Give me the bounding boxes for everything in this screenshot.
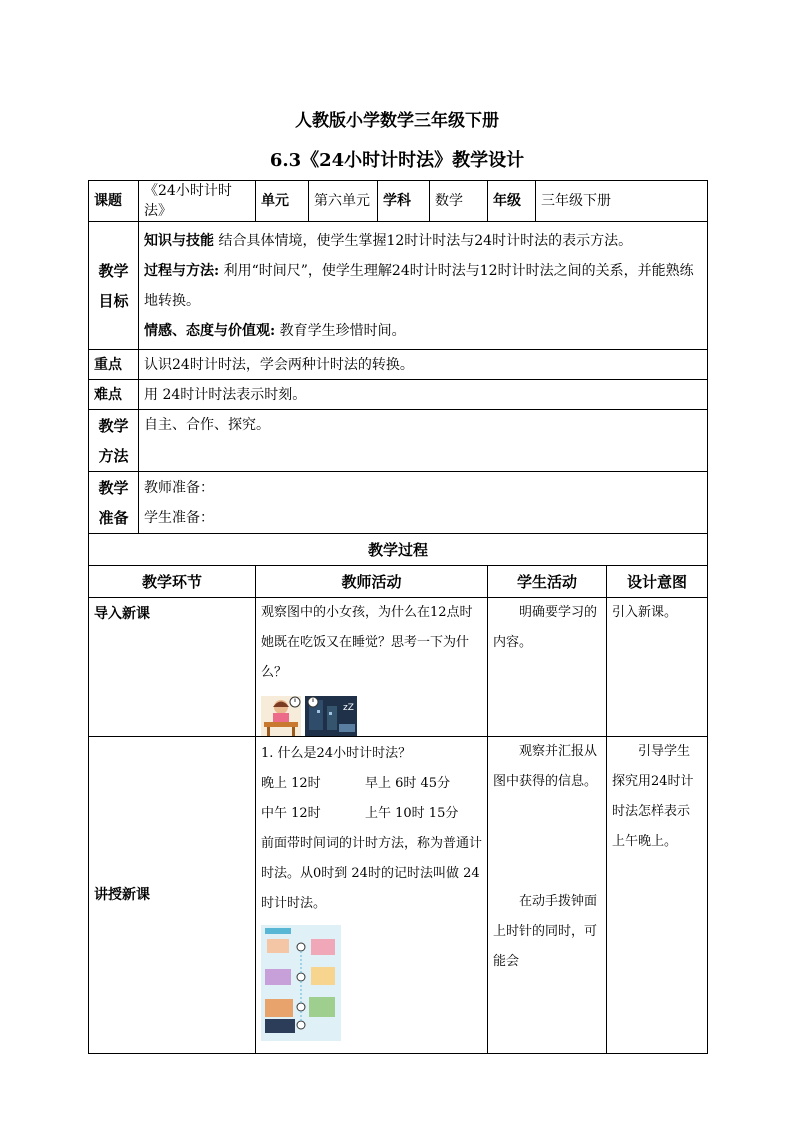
subject-label: 学科 bbox=[378, 181, 430, 222]
question-1: 1. 什么是24小时计时法？ bbox=[261, 746, 412, 761]
new-stage: 讲授新课 bbox=[89, 737, 256, 1054]
header-intent: 设计意图 bbox=[607, 566, 708, 598]
subject-value: 数学 bbox=[430, 181, 488, 222]
difficulty-label: 难点 bbox=[89, 380, 139, 410]
new-intent: 引导学生探究用24时计时法怎样表示上午晚上。 bbox=[607, 737, 708, 1054]
process-title-row bbox=[89, 534, 708, 566]
girl-sleeping-picture bbox=[305, 696, 357, 736]
header-teacher: 教师活动 bbox=[256, 566, 488, 598]
intro-stage: 导入新课 bbox=[89, 598, 256, 737]
grade-value: 三年级下册 bbox=[536, 181, 708, 222]
header-stage: 教学环节 bbox=[89, 566, 256, 598]
document-subtitle: 6.3《24小时计时法》教学设计 bbox=[269, 150, 525, 171]
header-student: 学生活动 bbox=[488, 566, 607, 598]
lesson-plan-table bbox=[88, 180, 708, 1054]
method-label: 教学 方法 bbox=[89, 410, 139, 472]
new-student: 观察并汇报从图中获得的信息。 在动手拨钟面上时针的同时，可能会 bbox=[488, 737, 607, 1054]
intro-row bbox=[89, 598, 708, 737]
topic-value: 《24小时计时法》 bbox=[139, 181, 256, 222]
info-row bbox=[89, 181, 708, 222]
prep-row bbox=[89, 472, 708, 534]
intro-teacher: 观察图中的小女孩，为什么在12点时她既在吃饭又在睡觉？思考一下为什么？ zZ bbox=[256, 598, 488, 737]
intro-intent: 引入新课。 bbox=[607, 598, 708, 737]
difficulty-row bbox=[89, 380, 708, 410]
grade-label: 年级 bbox=[488, 181, 536, 222]
intro-illustration bbox=[261, 696, 482, 736]
daily-schedule-picture bbox=[261, 925, 341, 1041]
new-teacher: 1. 什么是24小时计时法？ 晚上 12时 早上 6时 45分 中午 12时 上午 10时 15分 前面带时间词的计时方法，称为普通计时法。从0时到 24时的记时法叫做 24时计时法。 bbox=[256, 737, 488, 1054]
process-header-row bbox=[89, 566, 708, 598]
document-title: 人教版小学数学三年级下册 bbox=[295, 111, 499, 131]
key-text: 认识24时计时法，学会两种计时法的转换。 bbox=[139, 350, 708, 380]
svg-text:zZ: zZ bbox=[343, 703, 354, 713]
process-title: 教学过程 bbox=[89, 534, 708, 566]
topic-label: 课题 bbox=[89, 181, 139, 222]
teacher-prep: 教师准备： bbox=[144, 479, 214, 496]
objectives-row bbox=[89, 222, 708, 350]
girl-eating-picture bbox=[261, 696, 301, 736]
key-label: 重点 bbox=[89, 350, 139, 380]
prep-content bbox=[139, 472, 708, 534]
difficulty-text: 用 24时计时法表示时刻。 bbox=[139, 380, 708, 410]
objectives-content: 知识与技能 结合具体情境，使学生掌握12时计时法与24时计时法的表示方法。 过程与方法: 利用“时间尺”，使学生理解24时计时法与12时计时法之间的关系，并能熟练地转换。 情感、态度与价值观: 教育学生珍惜时间。 bbox=[139, 222, 708, 350]
attitude-head: 情感、态度与价值观: bbox=[144, 322, 276, 339]
method-text: 自主、合作、探究。 bbox=[139, 410, 708, 472]
process-head: 过程与方法: bbox=[144, 262, 220, 279]
unit-value: 第六单元 bbox=[309, 181, 378, 222]
intro-student: 明确要学习的内容。 bbox=[488, 598, 607, 737]
unit-label: 单元 bbox=[256, 181, 309, 222]
definition-text: 前面带时间词的计时方法，称为普通计时法。从0时到 24时的记时法叫做 24时计时法。 bbox=[261, 836, 483, 911]
prep-label: 教学 准备 bbox=[89, 472, 139, 534]
knowledge-head: 知识与技能 bbox=[144, 232, 214, 249]
new-lesson-row bbox=[89, 737, 708, 1054]
method-row bbox=[89, 410, 708, 472]
objectives-label: 教学 目标 bbox=[89, 222, 139, 350]
student-prep: 学生准备： bbox=[144, 509, 214, 526]
key-row bbox=[89, 350, 708, 380]
